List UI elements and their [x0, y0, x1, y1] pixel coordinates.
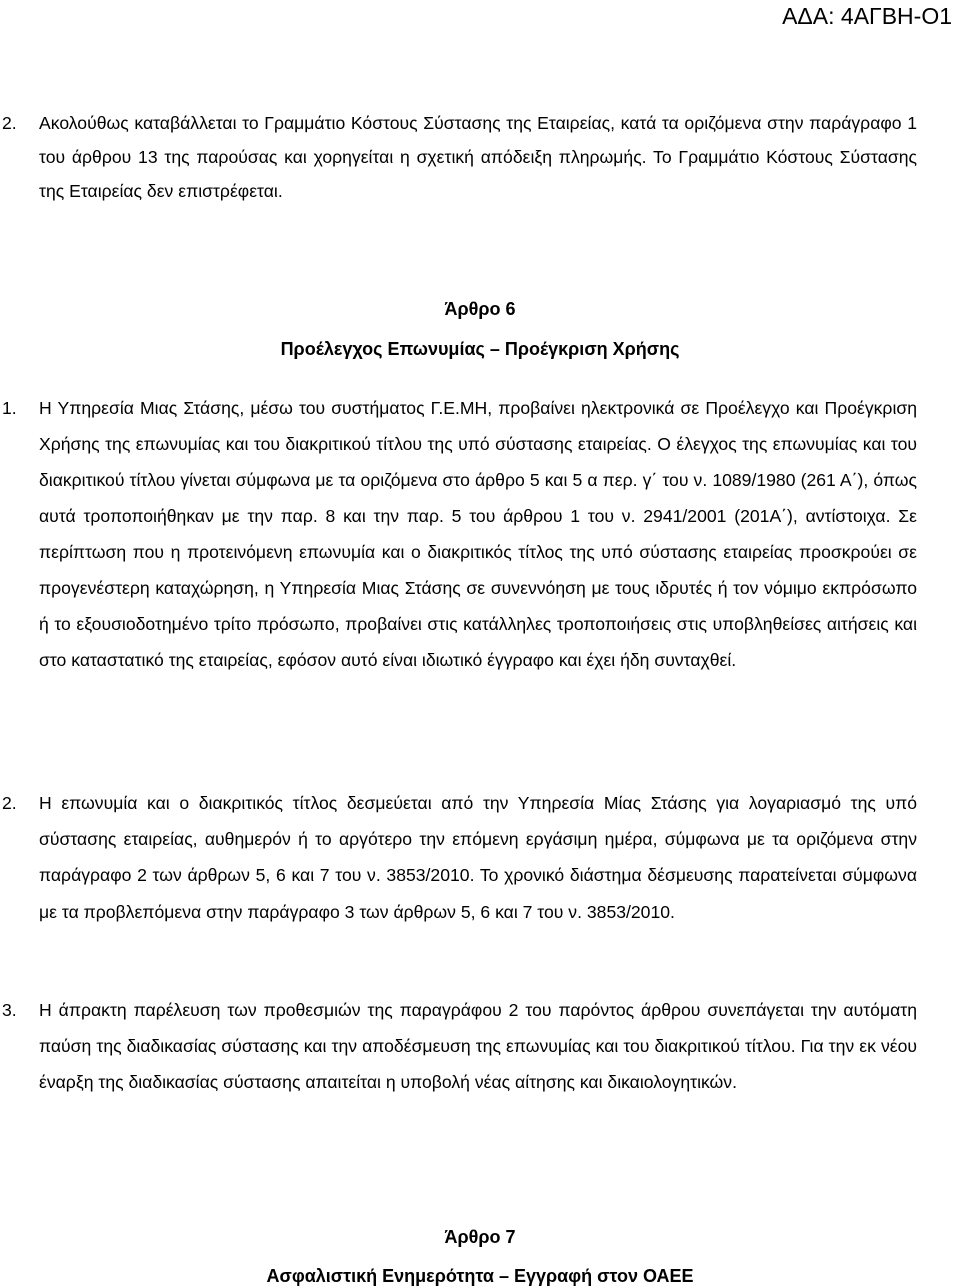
ada-code: ΑΔΑ: 4ΑΓΒΗ-Ο1: [782, 3, 952, 29]
article-7-title: Άρθρο 7: [444, 1227, 516, 1247]
paragraph-text: Η άπρακτη παρέλευση των προθεσμιών της παραγράφου 2 του παρόντος άρθρου συνεπάγεται την αυτόματη παύση της διαδικασίας σύστασης και την αποδέσμευση της επωνυμίας και του διακριτικού τίτλου. Για την εκ νέου έναρξη της διαδικασίας σύστασης απαιτείται η υποβολή νέας αίτησης και δικαιολογητικών.: [39, 1000, 917, 1092]
paragraph-text: Η Υπηρεσία Μιας Στάσης, μέσω του συστήματος Γ.Ε.ΜΗ, προβαίνει ηλεκτρονικά σε Προέλεγχο και Προέγκριση Χρήσης της επωνυμίας και του διακριτικού τίτλου της υπό σύστασης εταιρείας. Ο έλεγχος της επωνυμίας και του διακριτικού τίτλου γίνεται σύμφωνα με τα οριζόμενα στο άρθρο 5 και 5 α περ. γ΄ του ν. 1089/1980 (261 Α΄), όπως αυτά τροποποιήθηκαν με την παρ. 8 και την παρ. 5 του άρθρου 1 του ν. 2941/2001 (201Α΄), αντίστοιχα. Σε περίπτωση που η προτεινόμενη επωνυμία και ο διακριτικός τίτλος της υπό σύστασης εταιρείας προσκρούει σε προγενέστερη καταχώρηση, η Υπηρεσία Μιας Στάσης σε συνεννόηση με τους ιδρυτές ή τον νόμιμο εκπρόσωπο ή το εξουσιοδοτημένο τρίτο πρόσωπο, προβαίνει στις κατάλληλες τροποποιήσεις στις υποβληθείσες αιτήσεις και στο καταστατικό της εταιρείας, εφόσον αυτό είναι ιδιωτικό έγγραφο και έχει ήδη συνταχθεί.: [39, 398, 917, 670]
article-6-subtitle: Προέλεγχος Επωνυμίας – Προέγκριση Χρήσης: [280, 339, 680, 359]
article-7-subtitle: Ασφαλιστική Ενημερότητα – Εγγραφή στον ΟΑΕΕ: [266, 1266, 694, 1286]
paragraph-text: Η επωνυμία και ο διακριτικός τίτλος δεσμεύεται από την Υπηρεσία Μίας Στάσης για λογαριασμό της υπό σύστασης εταιρείας, αυθημερόν ή το αργότερο την επόμενη εργάσιμη ημέρα, σύμφωνα με τα οριζόμενα στην παράγραφο 2 των άρθρων 5, 6 και 7 του ν. 3853/2010. Το χρονικό διάστημα δέσμευσης παρατείνεται σύμφωνα με τα προβλεπόμενα στην παράγραφο 3 των άρθρων 5, 6 και 7 του ν. 3853/2010.: [39, 793, 917, 922]
paragraph-number: 2.: [2, 113, 17, 133]
paragraph-text: Ακολούθως καταβάλλεται το Γραμμάτιο Κόστους Σύστασης της Εταιρείας, κατά τα οριζόμενα στην παράγραφο 1 του άρθρου 13 της παρούσας και χορηγείται η σχετική απόδειξη πληρωμής. Το Γραμμάτιο Κόστους Σύστασης της Εταιρείας δεν επιστρέφεται.: [39, 113, 917, 201]
article-6-title: Άρθρο 6: [444, 299, 516, 319]
paragraph-number: 1.: [2, 398, 17, 418]
paragraph-number: 2.: [2, 793, 17, 813]
paragraph-number: 3.: [2, 1000, 17, 1020]
